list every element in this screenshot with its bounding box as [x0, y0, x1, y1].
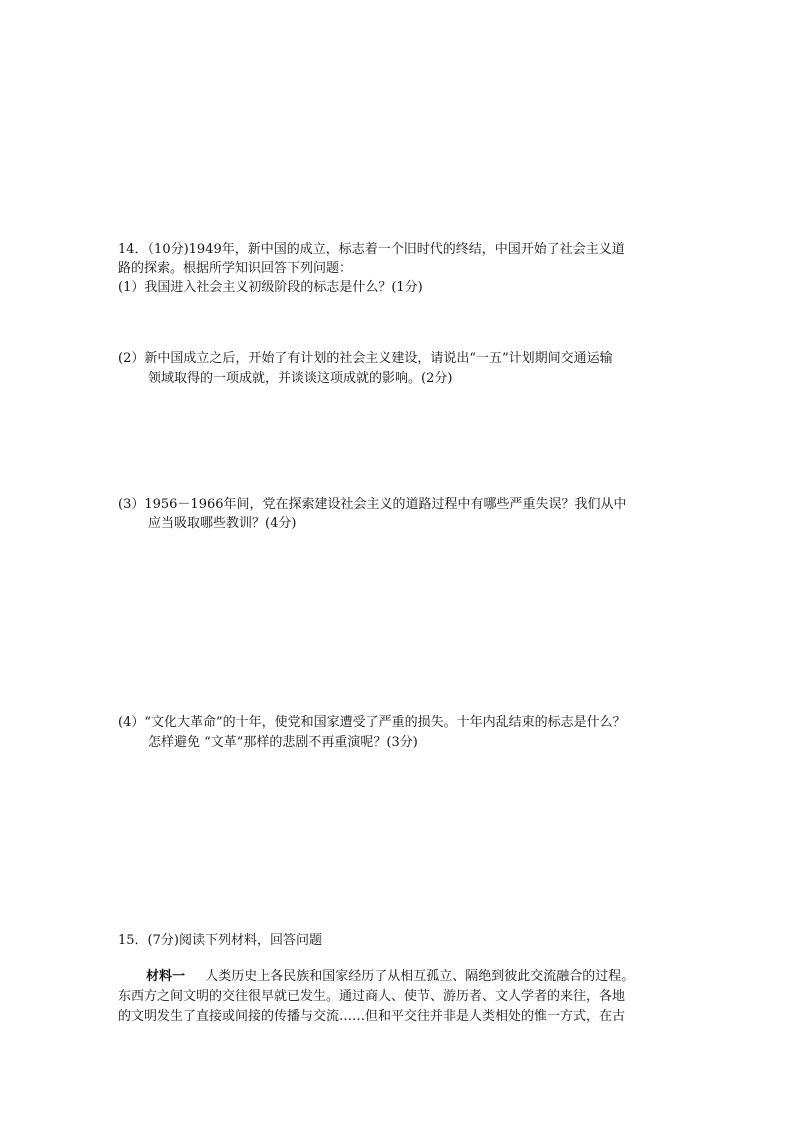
material-label: 材料一 — [146, 969, 186, 984]
q15-material-line2: 东西方之间文明的交往很早就已发生。通过商人、使节、游历者、文人学者的来往，各地 — [118, 989, 626, 1004]
q14-sub4-line1: (4）“文化大革命”的十年，使党和国家遭受了严重的损失。十年内乱结束的标志是什么？ — [118, 715, 626, 730]
q14-sub3-line1: (3）1956－1966年间，党在探索建设社会主义的道路过程中有哪些严重失误？我们从中 — [118, 497, 627, 512]
q14-sub3-line2: 应当吸取哪些教训？(4分) — [148, 516, 297, 531]
q14-stem-line2: 路的探索。根据所学知识回答下列问题： — [118, 261, 353, 276]
q15-heading: 15．(7分)阅读下列材料，回答问题 — [118, 933, 322, 948]
q15-material-line1 — [146, 968, 634, 986]
q14-stem-line1: 14．（10分)1949年，新中国的成立，标志着一个旧时代的终结，中国开始了社会主义道 — [118, 242, 625, 257]
q14-sub1: (1）我国进入社会主义初级阶段的标志是什么？(1分) — [118, 280, 423, 295]
q14-sub2-line1: (2）新中国成立之后，开始了有计划的社会主义建设，请说出“一五”计划期间交通运输 — [118, 351, 613, 366]
material-text-line1: 人类历史上各民族和国家经历了从相互孤立、隔绝到彼此交流融合的过程。 — [205, 969, 635, 984]
q15-material-line3: 的文明发生了直接或间接的传播与交流……但和平交往并非是人类相处的惟一方式，在古 — [118, 1009, 626, 1024]
q14-sub4-line2: 怎样避免 “文革”那样的悲剧不再重演呢？(3分) — [148, 735, 418, 750]
q14-sub2-line2: 领域取得的一项成就，并谈谈这项成就的影响。(2分) — [148, 371, 453, 386]
